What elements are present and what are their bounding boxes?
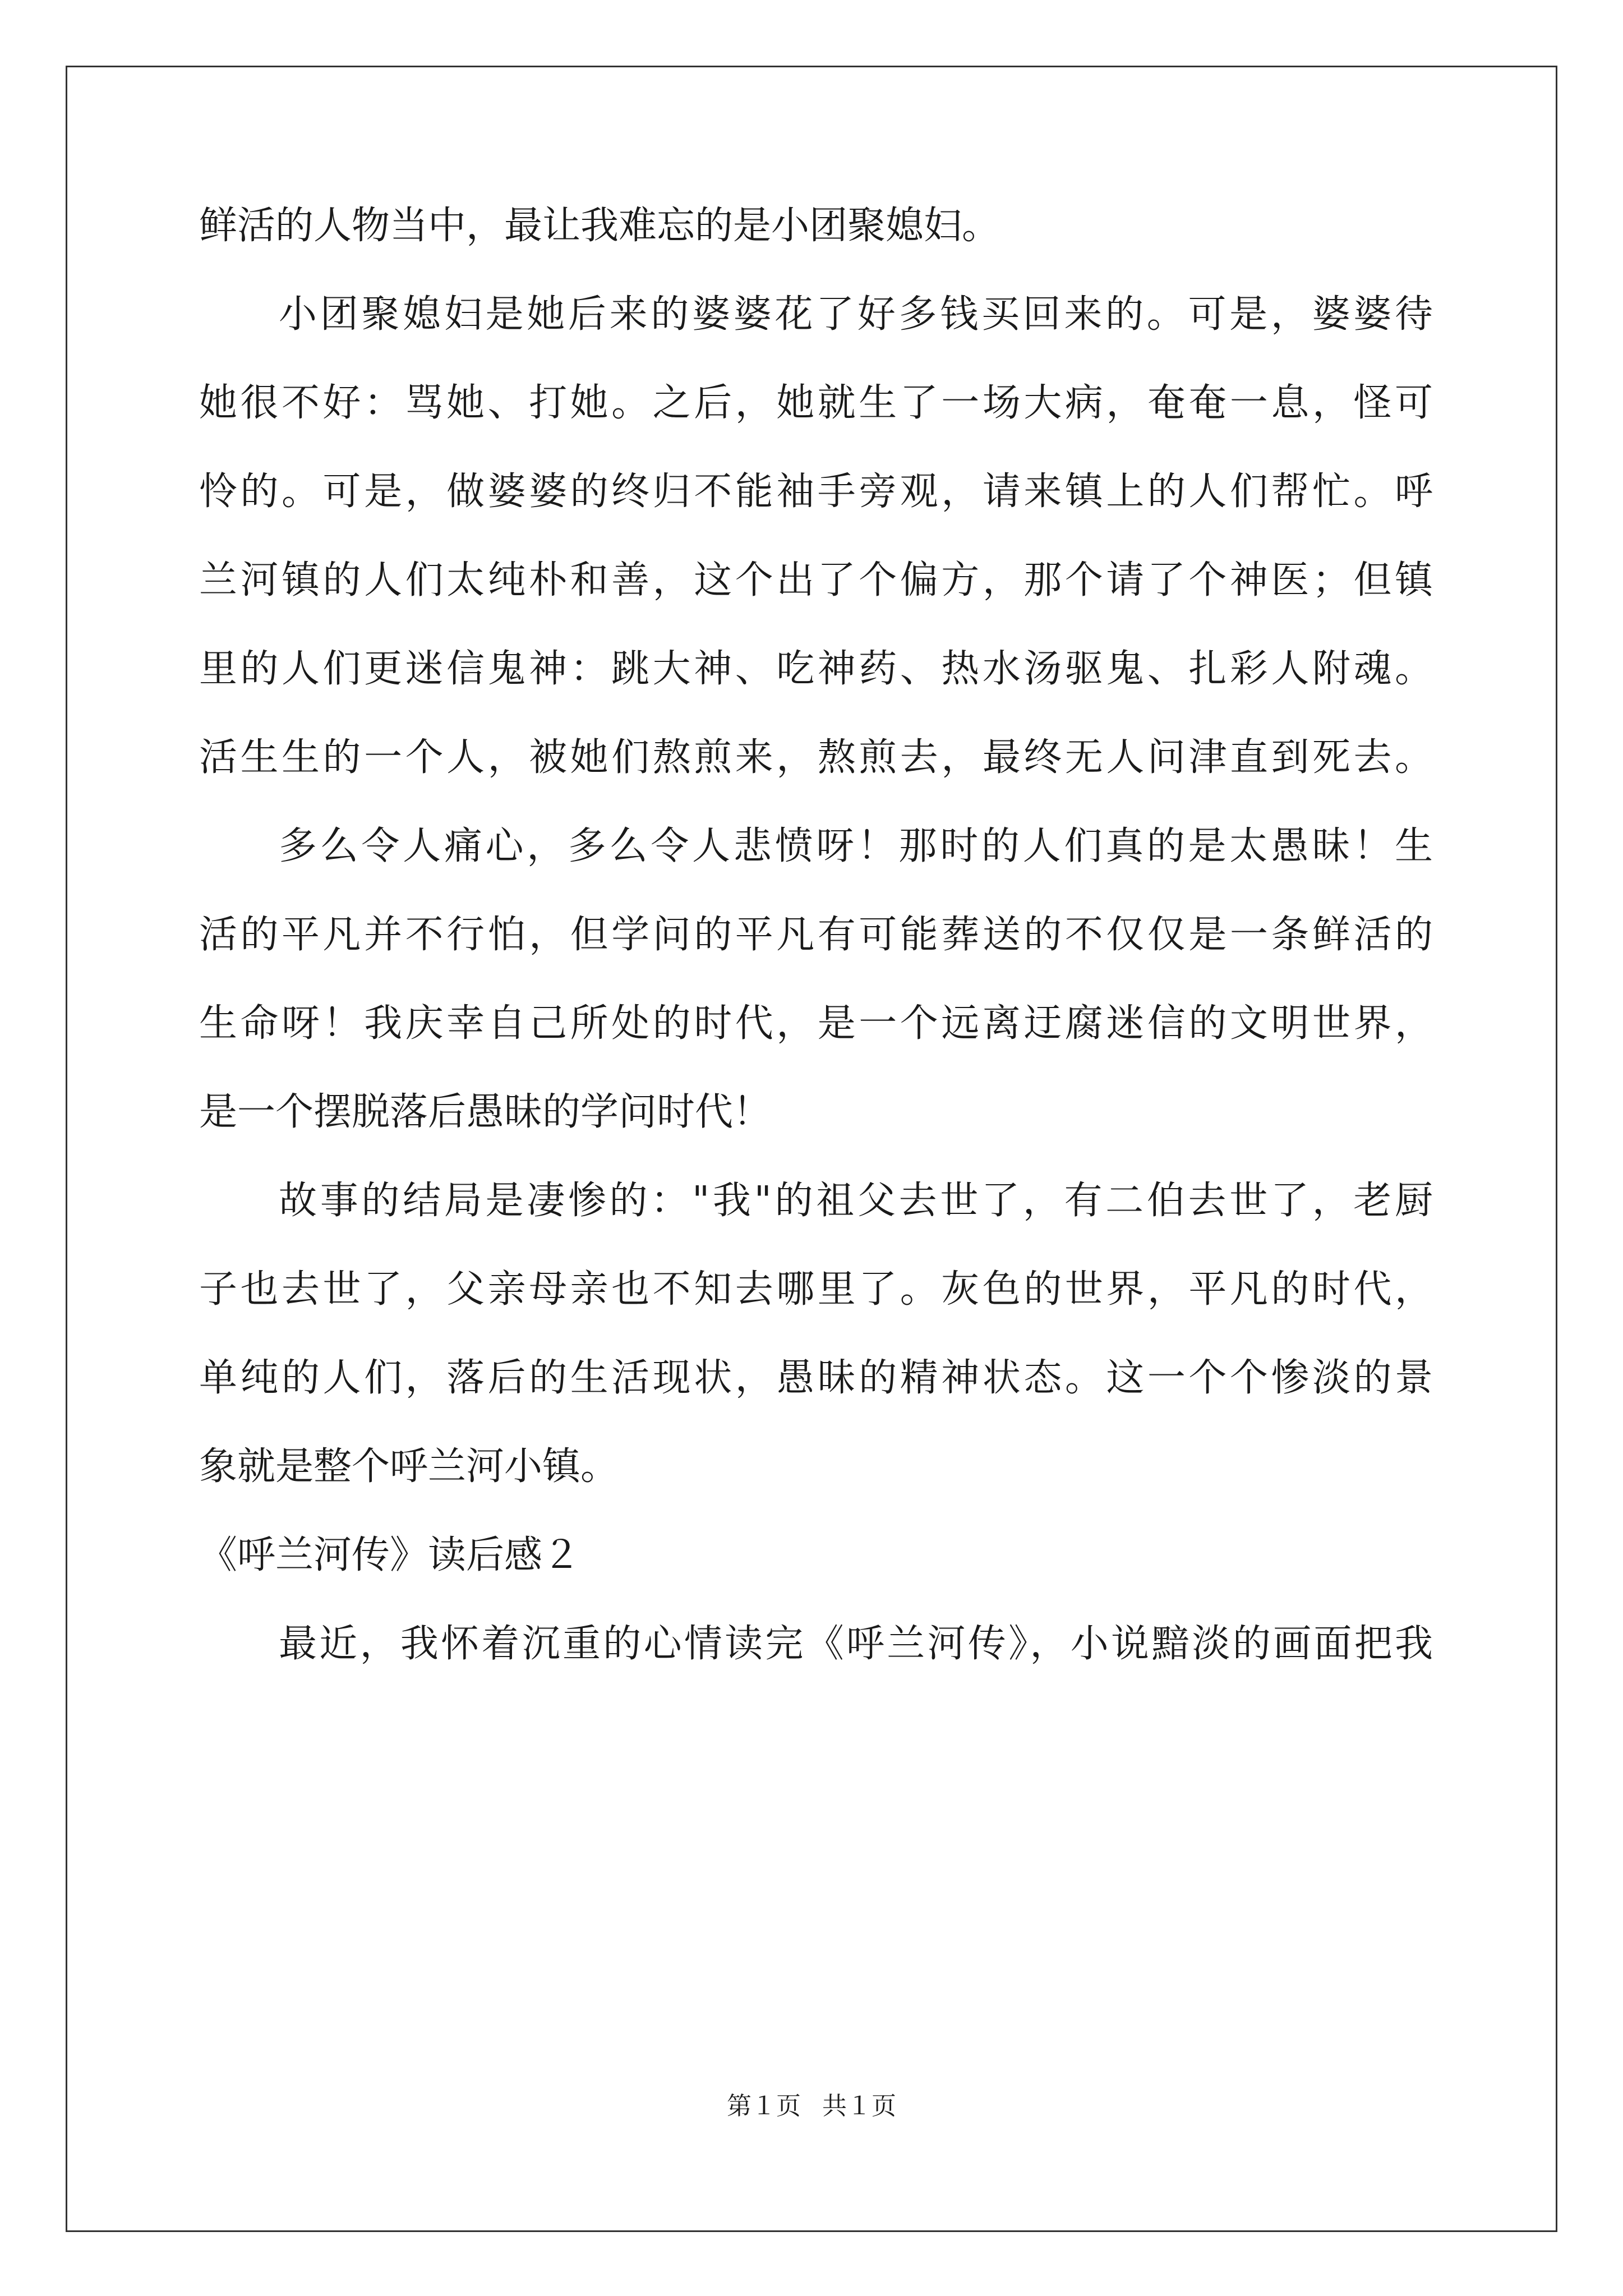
text-line: 里的人们更迷信鬼神：跳大神、吃神药、热水汤驱鬼、扎彩人附魂。 xyxy=(199,647,1433,691)
page-number-current: 第１页 xyxy=(727,2092,801,2120)
text-line: 鲜活的人物当中，最让我难忘的是小团聚媳妇。 xyxy=(199,204,1000,248)
text-line: 单纯的人们，落后的生活现状，愚昧的精神状态。这一个个惨淡的景 xyxy=(199,1356,1433,1400)
section-heading: 《呼兰河传》读后感２ xyxy=(199,1533,581,1577)
text-line: 子也去世了，父亲母亲也不知去哪里了。灰色的世界，平凡的时代， xyxy=(199,1267,1433,1312)
text-line: 她很不好：骂她、打她。之后，她就生了一场大病，奄奄一息，怪可 xyxy=(199,381,1433,425)
text-line: 多么令人痛心，多么令人悲愤呀！那时的人们真的是太愚昧！生 xyxy=(279,824,1433,868)
text-line: 小团聚媳妇是她后来的婆婆花了好多钱买回来的。可是，婆婆待 xyxy=(279,292,1433,337)
text-line: 是一个摆脱落后愚昧的学问时代！ xyxy=(199,1090,772,1134)
text-line: 活生生的一个人，被她们熬煎来，熬煎去，最终无人问津直到死去。 xyxy=(199,735,1433,780)
text-line: 故事的结局是凄惨的："我"的祖父去世了，有二伯去世了，老厨 xyxy=(279,1179,1433,1223)
text-line: 兰河镇的人们太纯朴和善，这个出了个偏方，那个请了个神医；但镇 xyxy=(199,558,1433,602)
page-footer xyxy=(0,2092,1623,2120)
text-line: 生命呀！我庆幸自己所处的时代，是一个远离迂腐迷信的文明世界， xyxy=(199,1001,1433,1046)
text-line: 怜的。可是，做婆婆的终归不能袖手旁观，请来镇上的人们帮忙。呼 xyxy=(199,470,1433,514)
text-line: 象就是整个呼兰河小镇。 xyxy=(199,1444,619,1489)
page-number-total: 共１页 xyxy=(822,2092,896,2120)
document-body xyxy=(199,205,1433,1665)
text-line: 最近，我怀着沉重的心情读完《呼兰河传》，小说黯淡的画面把我 xyxy=(279,1622,1433,1666)
text-line: 活的平凡并不行怕，但学问的平凡有可能葬送的不仅仅是一条鲜活的 xyxy=(199,913,1433,957)
